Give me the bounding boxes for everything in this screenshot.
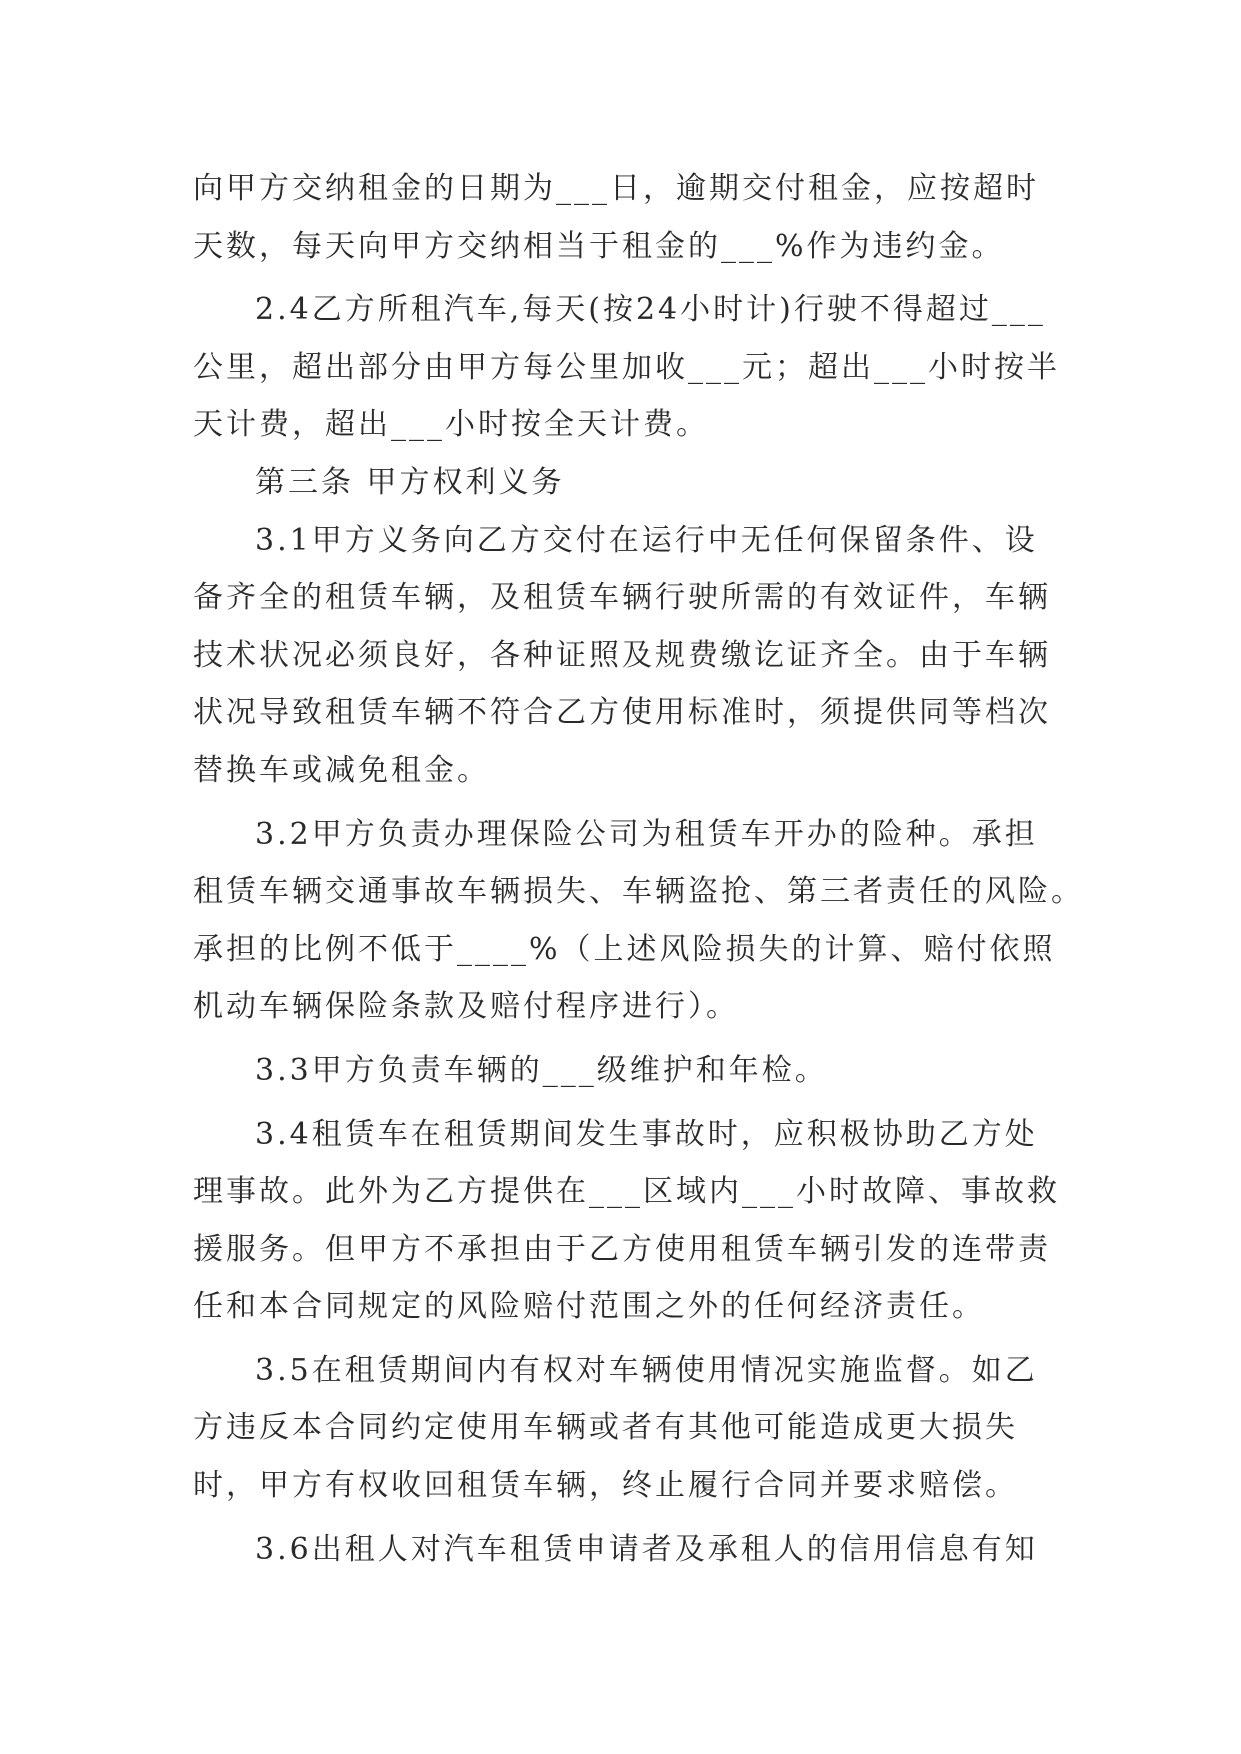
clause-3-1: 3.1甲方义务向乙方交付在运行中无任何保留条件、设 — [255, 522, 1038, 558]
text-line: 公里，超出部分由甲方每公里加收___元；超出___小时按半 — [193, 349, 1060, 385]
text-line: 备齐全的租赁车辆，及租赁车辆行驶所需的有效证件，车辆 — [193, 580, 1051, 616]
clause-3-2: 3.2甲方负责办理保险公司为租赁车开办的险种。承担 — [255, 816, 1038, 852]
clause-3-3: 3.3甲方负责车辆的___级维护和年检。 — [255, 1052, 828, 1088]
clause-3-4: 3.4租赁车在租赁期间发生事故时，应积极协助乙方处 — [255, 1116, 1038, 1152]
text-line: 租赁车辆交通事故车辆损失、车辆盗抢、第三者责任的风险。 — [193, 874, 1084, 910]
text-line: 天计费，超出___小时按全天计费。 — [193, 407, 709, 443]
text-line: 替换车或减免租金。 — [193, 752, 490, 788]
text-line: 天数，每天向甲方交纳相当于租金的___%作为违约金。 — [193, 228, 1005, 264]
text-line: 方违反本合同约定使用车辆或者有其他可能造成更大损失 — [193, 1410, 1018, 1446]
text-line: 承担的比例不低于____%（上述风险损失的计算、赔付依照 — [193, 931, 1056, 967]
clause-3-6: 3.6出租人对汽车租赁申请者及承租人的信用信息有知 — [255, 1531, 1038, 1567]
section-heading-article-3: 第三条 甲方权利义务 — [255, 464, 565, 500]
text-line: 向甲方交纳租金的日期为___日，逾期交付租金，应按超时 — [193, 171, 1039, 206]
text-line: 技术状况必须良好，各种证照及规费缴讫证齐全。由于车辆 — [193, 637, 1051, 673]
text-line: 状况导致租赁车辆不符合乙方使用标准时，须提供同等档次 — [193, 695, 1051, 731]
text-line: 时，甲方有权收回租赁车辆，终止履行合同并要求赔偿。 — [193, 1468, 1018, 1504]
text-line: 机动车辆保险条款及赔付程序进行）。 — [193, 989, 739, 1025]
text-line: 任和本合同规定的风险赔付范围之外的任何经济责任。 — [193, 1289, 985, 1325]
contract-text — [193, 160, 1084, 1578]
clause-3-5: 3.5在租赁期间内有权对车辆使用情况实施监督。如乙 — [255, 1352, 1038, 1388]
text-line: 援服务。但甲方不承担由于乙方使用租赁车辆引发的连带责 — [193, 1231, 1051, 1267]
text-line: 理事故。此外为乙方提供在___区域内___小时故障、事故救 — [193, 1174, 1060, 1210]
clause-2-4: 2.4乙方所租汽车,每天(按24小时计)行驶不得超过___ — [255, 292, 1046, 328]
